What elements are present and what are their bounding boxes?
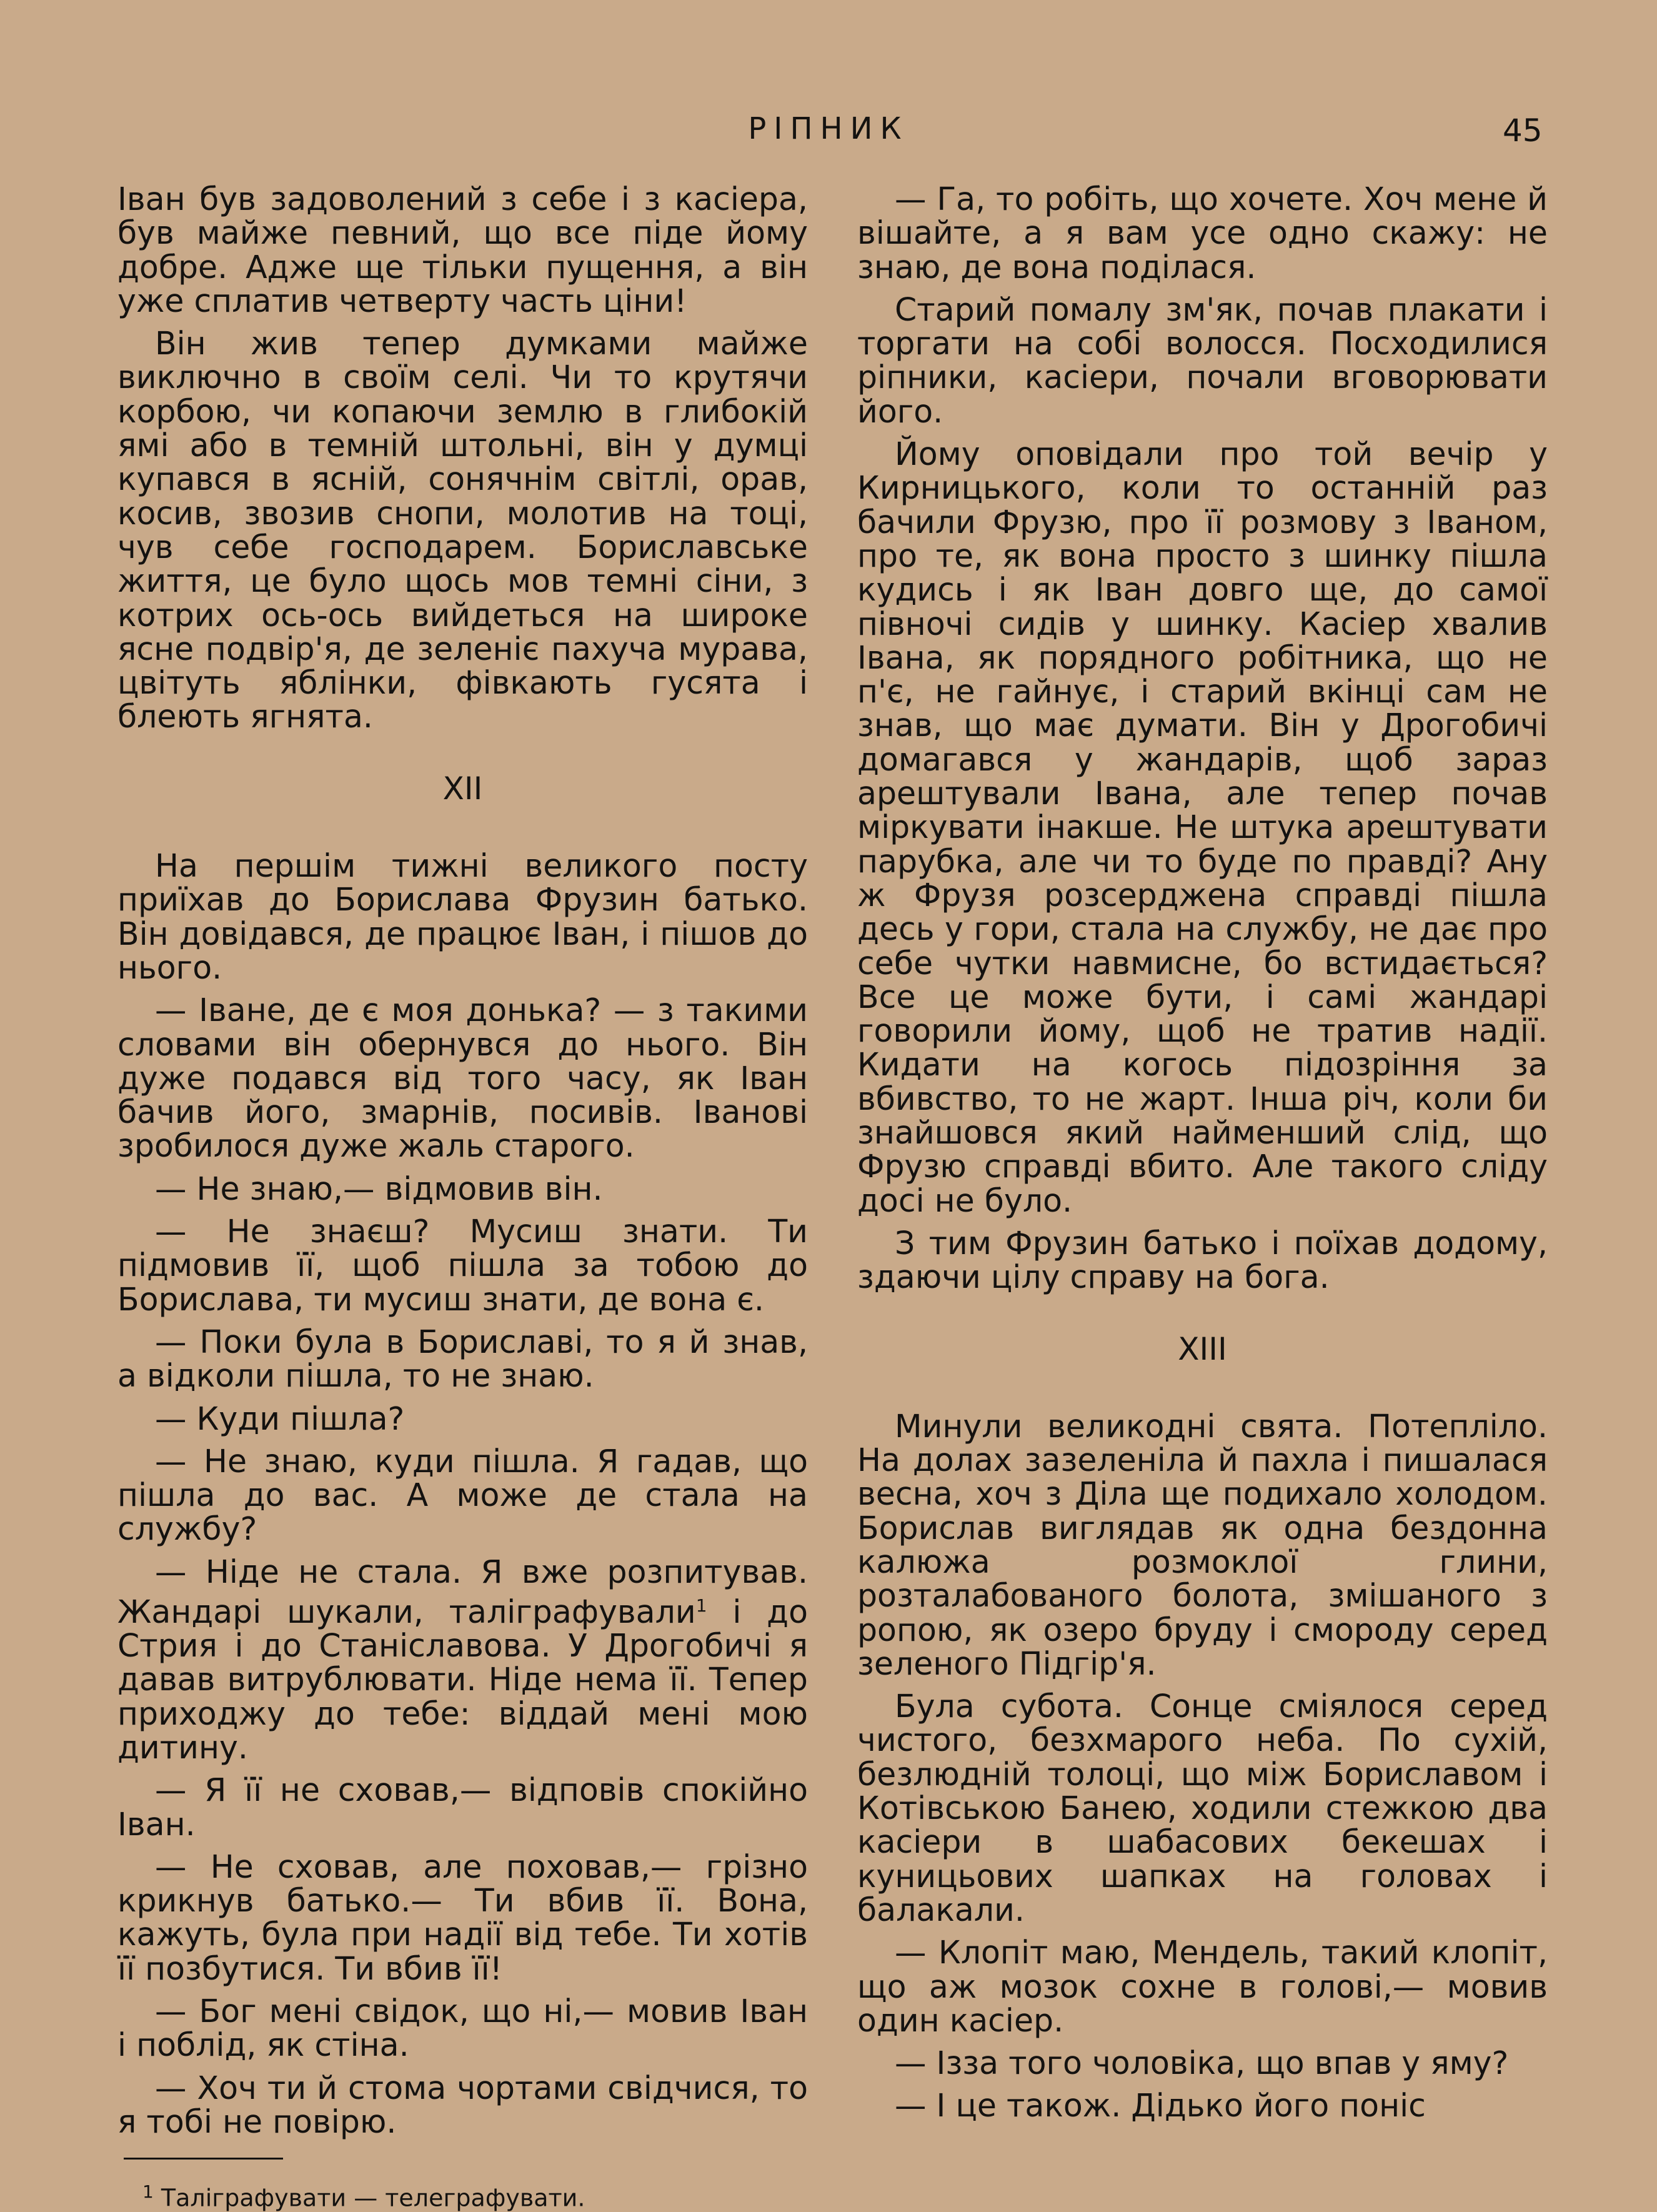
paragraph: — Не знаєш? Мусиш знати. Ти підмовив її, щоб пішла за тобою до Борислава, ти мусиш знати, де вона є. bbox=[117, 1213, 808, 1318]
paragraph: Старий помалу зм'як, почав плакати і торгати на собі волосся. Посходилися ріпники, касіери, почали вговорювати його. bbox=[857, 291, 1548, 430]
section-heading: XIII bbox=[1178, 1330, 1227, 1367]
footnote bbox=[117, 2178, 808, 2212]
footnote-text: Таліграфувати — телеграфувати. bbox=[161, 2184, 585, 2212]
paragraph: — Бог мені свідок, що ні,— мовив Іван і поблід, як стіна. bbox=[117, 1993, 808, 2064]
paragraph: — Я її не сховав,— відповів спокійно Іван. bbox=[117, 1771, 808, 1843]
paragraph: Він жив тепер думками майже виключно в своїм селі. Чи то крутячи корбою, чи копаючи землю в глибокій ямі або в темній штольні, він у думці купався в ясній, сонячнім світлі, орав, косив, звозив снопи, молотив на тоці, чув себе господарем. Бориславське життя, це було щось мов темні сіни, з котрих ось-ось вийдеться на широке ясне подвір'я, де зеленіє пахуча мурава, цвітуть яблінки, фівкають гусята і блеють ягнята. bbox=[117, 325, 808, 735]
paragraph: — Не знаю, куди пішла. Я гадав, що пішла до вас. А може де стала на службу? bbox=[117, 1442, 808, 1548]
paragraph: — Га, то робіть, що хочете. Хоч мене й вішайте, а я вам усе одно скажу: не знаю, де вона поділася. bbox=[857, 181, 1548, 286]
paragraph: Іван був задоволений з себе і з касіера, був майже певний, що все піде йому добре. Адже ще тільки пущення, а він уже сплатив четверту часть ціни! bbox=[117, 181, 808, 319]
paragraph: — Хоч ти й стома чортами свідчися, то я тобі не повірю. bbox=[117, 2069, 808, 2140]
paragraph: — Іване, де є моя донька? — з такими словами він обернувся до нього. Він дуже подався від того часу, як Іван бачив його, змарнів, посивів. Іванові зробилося дуже жаль старого. bbox=[117, 992, 808, 1165]
footnote-ref: 1 bbox=[695, 1595, 707, 1616]
paragraph: — Не знаю,— відмовив він. bbox=[155, 1170, 603, 1207]
right-column bbox=[857, 182, 1548, 2132]
paragraph: Минули великодні свята. Потепліло. На долах зазеленіла й пахла і пишалася весна, хоч з Діла ще подихало холодом. Борислав виглядав як одна бездонна калюжа розмоклої глини, розталабованого болота, змішаного з ропою, як озеро бруду і смороду серед зеленого Підгір'я. bbox=[857, 1407, 1548, 1682]
left-column bbox=[117, 182, 808, 2212]
paragraph-text: і до Стрия і до Станіславова. У Дрогобичі я давав витрублювати. Ніде нема її. Тепер приходжу до тебе: віддай мені мою дитину. bbox=[117, 1593, 808, 1766]
paragraph: З тим Фрузин батько і поїхав додому, здаючи цілу справу на бога. bbox=[857, 1224, 1548, 1296]
paragraph: — Не сховав, але поховав,— грізно крикнув батько.— Ти вбив її. Вона, кажуть, була при надії від тебе. Ти хотів її позбутися. Ти вбив її! bbox=[117, 1848, 808, 1987]
running-title: РІПНИК bbox=[748, 111, 909, 146]
paragraph: — Куди пішла? bbox=[155, 1400, 405, 1437]
paragraph: — І це також. Дідько його поніс bbox=[895, 2087, 1426, 2125]
section-heading: XII bbox=[442, 770, 483, 807]
paragraph: — Ізза того чоловіка, що впав у яму? bbox=[895, 2045, 1509, 2082]
paragraph: Була субота. Сонце сміялося серед чистого, безхмарого неба. По сухій, безлюдній толоці, що між Бориславом і Котівською Банею, ходили стежкою два касіери в шабасових бекешах і куницьових шапках на головах і балакали. bbox=[857, 1688, 1548, 1928]
paragraph-text: — Ніде не стала. Я вже розпитував. Жандарі шукали, таліграфували bbox=[117, 1553, 808, 1630]
page-number: 45 bbox=[1503, 112, 1543, 149]
footnote-divider bbox=[124, 2158, 283, 2160]
paragraph: — Клопіт маю, Мендель, такий клопіт, що аж мозок сохне в голові,— мовив один касіер. bbox=[857, 1934, 1548, 2039]
paragraph: На першім тижні великого посту приїхав до Борислава Фрузин батько. Він довідався, де працює Іван, і пішов до нього. bbox=[117, 847, 808, 986]
paragraph bbox=[117, 1555, 808, 1765]
paragraph: Йому оповідали про той вечір у Кирницького, коли то останній раз бачили Фрузю, про її розмову з Іваном, про те, як вона просто з шинку пішла кудись і як Іван довго ще, до самої півночі сидів у шинку. Касіер хвалив Івана, як порядного робітника, що не п'є, не гайнує, і старий вкінці сам не знав, що має думати. Він у Дрогобичі домагався у жандарів, щоб зараз арештували Івана, але тепер почав міркувати інакше. Не штука арештувати парубка, але чи то буде по правді? Ану ж Фрузя розсерджена справді пішла десь у гори, стала на службу, не дає про себе чутки навмисне, бо встидається? Все це може бути, і самі жандарі говорили йому, щоб не тратив надії. Кидати на когось підозріння за вбивство, то не жарт. Інша річ, коли би знайшовся який найменший слід, що Фрузю справді вбито. Але такого сліду досі не було. bbox=[857, 436, 1548, 1219]
paragraph: — Поки була в Бориславі, то я й знав, а відколи пішла, то не знаю. bbox=[117, 1323, 808, 1395]
footnote-mark: 1 bbox=[142, 2181, 154, 2203]
